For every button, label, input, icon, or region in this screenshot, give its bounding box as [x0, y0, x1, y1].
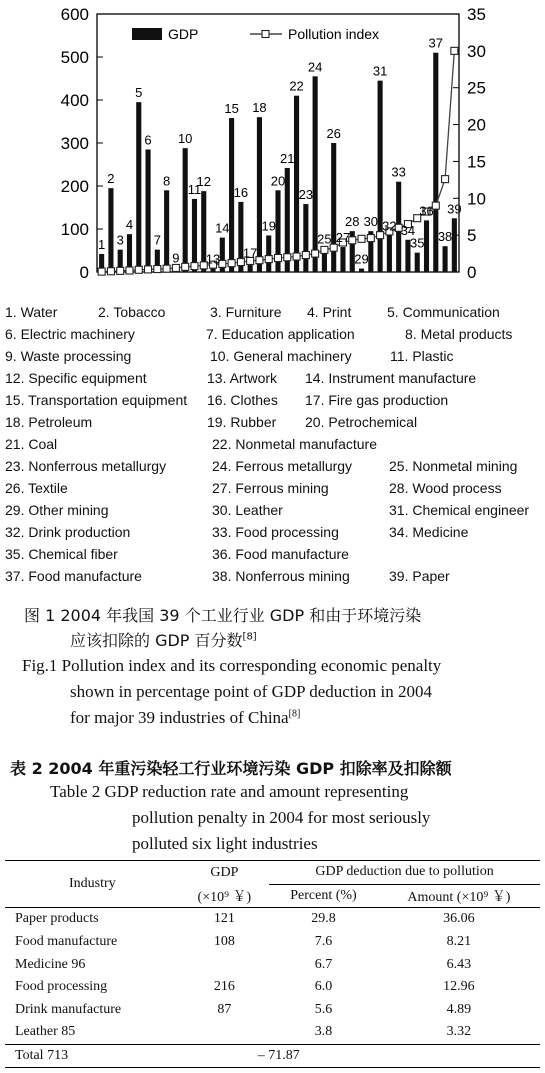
pollution-gdp-chart — [0, 0, 545, 300]
bar — [136, 102, 141, 272]
right-tick-label: 10 — [467, 189, 486, 209]
cell-total-label: Total 713 — [15, 1048, 69, 1064]
bar-label: 16 — [233, 184, 249, 200]
table-total-row — [5, 1044, 540, 1068]
industry-legend-item: 12. Specific equipment — [5, 370, 147, 386]
right-tick-label: 35 — [467, 5, 486, 24]
industry-legend-item: 31. Chemical engineer — [389, 502, 530, 518]
bar — [294, 96, 299, 272]
bar-label: 5 — [135, 85, 143, 101]
cell-total-value: – 71.87 — [257, 1048, 300, 1064]
industry-legend-item: 15. Transportation equipment — [5, 392, 188, 408]
header-amount: Amount (×10⁹ ￥) — [407, 889, 511, 905]
header-gdp: GDP — [210, 864, 239, 880]
left-tick-label: 200 — [60, 177, 89, 196]
industry-legend-item: 18. Petroleum — [5, 414, 93, 430]
industry-legend-item: 39. Paper — [389, 568, 450, 584]
bar — [331, 143, 336, 272]
bar-label: 37 — [428, 35, 444, 51]
table-row — [5, 999, 540, 1022]
right-tick-label: 25 — [467, 78, 486, 98]
industry-legend-item: 29. Other mining — [5, 502, 109, 518]
industry-legend-item: 4. Print — [307, 304, 352, 320]
cell-gdp: 121 — [213, 911, 235, 927]
table-row — [5, 908, 540, 931]
fig-caption-en-1: Fig.1 Pollution index and its corresponding economic penalty — [22, 656, 442, 675]
industry-legend-item: 11. Plastic — [390, 348, 454, 364]
left-tick-label: 0 — [79, 263, 89, 282]
cell-percent: 6.0 — [314, 979, 333, 995]
bar-label: 29 — [354, 251, 369, 267]
table-row — [5, 976, 540, 999]
pollution-point — [275, 254, 282, 261]
pollution-point — [265, 256, 272, 263]
bar — [303, 204, 308, 272]
pollution-point — [451, 47, 458, 54]
legend-gdp-label: GDP — [168, 26, 199, 42]
cell-gdp: 216 — [213, 979, 235, 995]
industry-legend-item: 32. Drink production — [5, 524, 131, 540]
industry-legend-item: 38. Nonferrous mining — [212, 568, 350, 584]
cell-amount: 8.21 — [446, 934, 472, 950]
cell-industry: Drink manufacture — [15, 1001, 122, 1017]
cell-gdp — [180, 953, 270, 976]
table-2 — [5, 860, 540, 1068]
bar — [210, 269, 215, 272]
bar-label: 35 — [409, 235, 425, 251]
cell-amount: 3.32 — [446, 1024, 472, 1040]
bar-label: 1 — [98, 236, 106, 252]
pollution-point — [321, 246, 328, 253]
bar — [424, 220, 429, 272]
fig-caption-cn-1: 图 1 2004 年我国 39 个工业行业 GDP 和由于环境污染 — [24, 606, 422, 625]
header-industry: Industry — [68, 876, 116, 892]
legend-gdp-swatch — [132, 28, 162, 40]
industry-legend-item: 37. Food manufacture — [5, 568, 142, 584]
header-deduction: GDP deduction due to pollution — [269, 861, 540, 885]
industry-legend-item: 28. Wood process — [389, 480, 502, 496]
bar-label: 7 — [153, 232, 161, 248]
bar-label: 28 — [345, 214, 360, 230]
cell-industry: Leather 85 — [15, 1024, 76, 1040]
cell-amount: 4.89 — [446, 1001, 472, 1017]
bar-label: 3 — [116, 232, 124, 248]
pollution-point — [154, 266, 161, 273]
cell-amount: 6.43 — [446, 956, 472, 972]
cell-percent: 3.8 — [314, 1024, 333, 1040]
industry-legend-item: 25. Nonmetal mining — [389, 458, 518, 474]
left-tick-label: 500 — [60, 48, 89, 67]
bar-label: 18 — [252, 100, 267, 116]
industry-legend-item: 27. Ferrous mining — [212, 480, 329, 496]
pollution-point — [182, 263, 189, 270]
industry-legend-item: 19. Rubber — [207, 414, 277, 430]
legend-line-marker — [262, 31, 269, 38]
table-row — [5, 931, 540, 954]
bar-label: 6 — [144, 132, 152, 148]
industry-legend-item: 35. Chemical fiber — [5, 546, 118, 562]
cell-industry: Medicine 96 — [15, 956, 86, 972]
cell-gdp: 108 — [213, 934, 235, 950]
header-percent: Percent (%) — [290, 887, 357, 903]
bar — [378, 81, 383, 272]
bar-label: 15 — [224, 101, 239, 117]
left-tick-label: 300 — [60, 134, 89, 153]
fig-caption-en-2: shown in percentage point of GDP deduction in 2004 — [70, 682, 432, 701]
industry-legend-item: 17. Fire gas production — [305, 392, 449, 408]
cell-industry: Food processing — [15, 979, 108, 995]
fig-caption-cn-2 — [70, 628, 257, 651]
industry-legend-item: 6. Electric machinery — [5, 326, 135, 342]
right-tick-label: 20 — [467, 115, 486, 135]
industry-legend-item: 26. Textile — [5, 480, 68, 496]
bar — [387, 235, 392, 272]
industry-legend-item: 23. Nonferrous metallurgy — [5, 458, 167, 474]
bar — [108, 188, 113, 272]
bar-label: 38 — [437, 229, 453, 245]
bar-label: 30 — [363, 214, 379, 230]
bar-label: 33 — [391, 164, 406, 180]
pollution-point — [98, 268, 105, 275]
pollution-point — [117, 267, 124, 274]
bar-label: 34 — [400, 222, 416, 238]
cell-percent: 29.8 — [311, 911, 336, 927]
bar-label: 36 — [419, 203, 434, 219]
pollution-point — [107, 268, 114, 275]
bar-label: 26 — [326, 126, 341, 141]
cell-gdp — [180, 1021, 270, 1044]
industry-legend-item: 5. Communication — [387, 304, 500, 320]
bar — [164, 190, 169, 272]
industry-legend-item: 33. Food processing — [212, 524, 339, 540]
bar-label: 24 — [307, 59, 323, 75]
left-tick-label: 400 — [60, 91, 89, 110]
bar — [127, 234, 132, 272]
pollution-point — [191, 263, 198, 270]
right-tick-label: 0 — [467, 263, 477, 282]
fig-caption-cn-2-text: 应该扣除的 GDP 百分数 — [70, 631, 243, 650]
table-row — [5, 1021, 540, 1044]
industry-legend-item: 36. Food manufacture — [212, 546, 349, 562]
bar — [443, 246, 448, 272]
pollution-point — [163, 265, 170, 272]
industry-legend-item: 22. Nonmetal manufacture — [212, 436, 377, 452]
industry-legend-item: 7. Education application — [206, 326, 355, 342]
right-tick-label: 15 — [467, 152, 486, 172]
industry-legend-item: 10. General machinery — [210, 348, 352, 364]
pollution-point — [293, 253, 300, 260]
left-tick-label: 600 — [60, 5, 89, 24]
pollution-point — [302, 252, 309, 259]
industry-legend-item: 30. Leather — [212, 502, 283, 518]
industry-legend-item: 20. Petrochemical — [305, 414, 418, 430]
cell-industry: Food manufacture — [15, 934, 118, 950]
bar — [452, 218, 457, 272]
industry-legend-item: 13. Artwork — [207, 370, 278, 386]
table-row — [5, 953, 540, 976]
pollution-point — [228, 260, 235, 267]
bar-label: 22 — [289, 78, 304, 94]
bar-label: 20 — [270, 173, 286, 189]
bar — [183, 148, 188, 272]
bar — [266, 235, 271, 272]
bar-label: 21 — [280, 150, 295, 166]
bar-label: 19 — [261, 218, 276, 234]
table-caption-en-2: pollution penalty in 2004 for most seriously — [132, 808, 431, 827]
bar-label: 10 — [177, 131, 193, 147]
bar-label: 9 — [172, 250, 180, 266]
cell-percent: 6.7 — [314, 956, 333, 972]
pollution-point — [358, 235, 365, 242]
bar-label: 2 — [107, 171, 115, 187]
right-tick-label: 30 — [467, 41, 486, 61]
industry-legend-item: 2. Tobacco — [98, 304, 166, 320]
bar-label: 11 — [187, 181, 202, 197]
bar — [340, 247, 345, 272]
cell-amount: 36.06 — [443, 911, 475, 927]
pollution-point — [284, 254, 291, 261]
legend-line-label: Pollution index — [288, 26, 380, 42]
header-gdp-unit: (×10⁹ ￥) — [197, 889, 252, 905]
industry-legend-item: 21. Coal — [5, 436, 58, 452]
bar — [145, 149, 150, 272]
bar-label: 14 — [215, 220, 230, 236]
pollution-point — [126, 267, 133, 274]
cell-empty — [378, 1044, 540, 1068]
table-caption-en-3: polluted six light industries — [132, 834, 318, 853]
industry-legend-item: 16. Clothes — [207, 392, 278, 408]
left-tick-label: 100 — [60, 220, 89, 239]
bar-label: 8 — [162, 173, 171, 189]
bar — [359, 269, 364, 272]
right-tick-label: 5 — [467, 226, 477, 246]
bar-label: 25 — [317, 231, 332, 247]
cell-gdp: 87 — [217, 1001, 232, 1017]
pollution-point — [145, 266, 152, 273]
bar-label: 39 — [447, 201, 462, 217]
industry-legend-item: 9. Waste processing — [5, 348, 132, 364]
bar — [415, 253, 420, 272]
industry-legend-item: 34. Medicine — [389, 524, 469, 540]
bar-label: 23 — [298, 187, 314, 203]
table-caption-en-1: Table 2 GDP reduction rate and amount representing — [50, 782, 409, 801]
table-caption-cn: 表 2 2004 年重污染轻工行业环境污染 GDP 扣除率及扣除额 — [10, 759, 452, 778]
bar — [192, 199, 197, 272]
bar-label: 4 — [125, 217, 134, 233]
fig-caption-en-3-text: for major 39 industries of China — [70, 708, 289, 727]
cell-percent: 5.6 — [314, 1001, 333, 1017]
pollution-point — [442, 176, 449, 183]
cell-industry: Paper products — [15, 911, 99, 927]
fig-caption-en-3 — [70, 708, 300, 728]
cell-amount: 12.96 — [443, 979, 475, 995]
cell-percent: 7.6 — [314, 934, 333, 950]
industry-legend-item: 1. Water — [5, 304, 58, 320]
pollution-point — [135, 266, 142, 273]
bar — [257, 117, 262, 272]
industry-legend-item: 8. Metal products — [405, 326, 513, 342]
bar-label: 17 — [242, 245, 258, 261]
bar-label: 13 — [205, 251, 221, 267]
pollution-point — [312, 250, 319, 257]
pollution-point — [367, 235, 374, 242]
fig-caption-en-ref: [8] — [288, 708, 301, 720]
industry-legend-item: 24. Ferrous metallurgy — [212, 458, 353, 474]
fig-caption-cn-ref: [8] — [242, 631, 257, 643]
industry-legend-item: 14. Instrument manufacture — [305, 370, 477, 386]
bar-label: 32 — [382, 218, 397, 234]
bar-label: 31 — [372, 63, 388, 79]
bar-label: 27 — [335, 230, 351, 246]
industry-legend-item: 3. Furniture — [210, 304, 282, 320]
industry-legend — [0, 300, 545, 590]
bar-label: 12 — [196, 174, 211, 190]
